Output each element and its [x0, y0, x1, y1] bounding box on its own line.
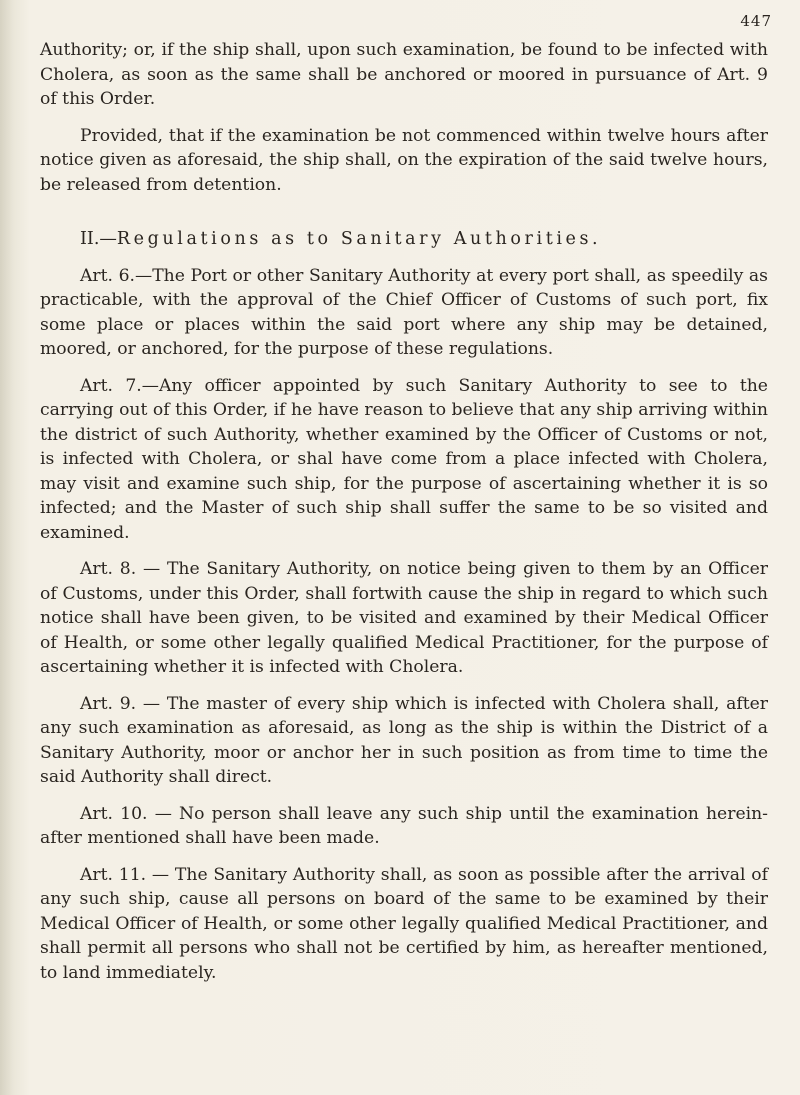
article-label: Art. 8.: [80, 559, 137, 579]
article-label: Art. 11.: [80, 864, 147, 885]
page-number: 447: [740, 12, 772, 30]
article-text: — The Sanitary Authority, on notice being given to them by an Officer of Customs, under this Order, shall fortwith cause the ship in regard to which such notice shall have been given, to be visited and examined by their Medical Officer of Health, or some other legally qualified Medical Practitioner, for the purpose of ascertaining whether it is infected with Cholera.: [40, 559, 768, 677]
document-body: [40, 38, 768, 997]
article-text: — The master of every ship which is infected with Cholera shall, after any such examination as aforesaid, as long as the ship is within the District of a Sanitary Authority, moor or anchor her in such position as from time to time the said Authority shall direct.: [40, 693, 768, 787]
article-10: [40, 802, 768, 851]
article-text: —The Port or other Sanitary Authority at every port shall, as speedily as practicable, with the approval of the Chief Officer of Customs of such port, fix some place or places within the said port where any ship may be detained, moored, or anchored, for the purpose of these regulations.: [40, 265, 768, 359]
article-8: [40, 557, 768, 680]
article-text: —Any officer appointed by such Sanitary Authority to see to the carrying out of this Order, if he have reason to believe that any ship arriving within the district of such Authority, whether examined by the Officer of Customs or not, is infected with Cholera, or shal have come from a place infected with Cholera, may visit and examine such ship, for the purpose of ascertaining whether it is so infected; and the Master of such ship shall suffer the same to be so visited and examined.: [40, 375, 768, 543]
paragraph-continuation: Authority; or, if the ship shall, upon such examination, be found to be infected with Cholera, as soon as the same shall be anchored or moored in pursuance of Art. 9 of this Order.: [40, 40, 768, 109]
article-text: — The Sanitary Authority shall, as soon as possible after the arrival of any such ship, cause all persons on board of the same to be examined by their Medical Officer of Health, or some other legally qualified Medical Practitioner, and shall permit all persons who shall not be certified by him, as hereafter mentioned, to land immediately.: [40, 864, 769, 983]
article-text: — No person shall leave any such ship until the examination herein-after mentioned shall have been made.: [40, 803, 768, 848]
section-heading: [40, 227, 768, 252]
section-number: II.—: [80, 229, 117, 249]
article-label: Art. 7.: [80, 375, 142, 396]
article-9: [40, 692, 768, 790]
article-label: Art. 6.: [80, 265, 136, 286]
article-6: [40, 264, 768, 362]
article-label: Art. 10.: [80, 803, 148, 824]
paragraph-proviso: Provided, that if the examination be not commenced within twelve hours after notice given as aforesaid, the ship shall, on the expiration of the said twelve hours, be released from detention.: [40, 125, 768, 195]
article-7: [40, 374, 768, 546]
article-label: Art. 9.: [80, 693, 137, 714]
section-title: Regulations as to Sanitary Authorities.: [116, 229, 602, 249]
article-11: [40, 863, 768, 986]
